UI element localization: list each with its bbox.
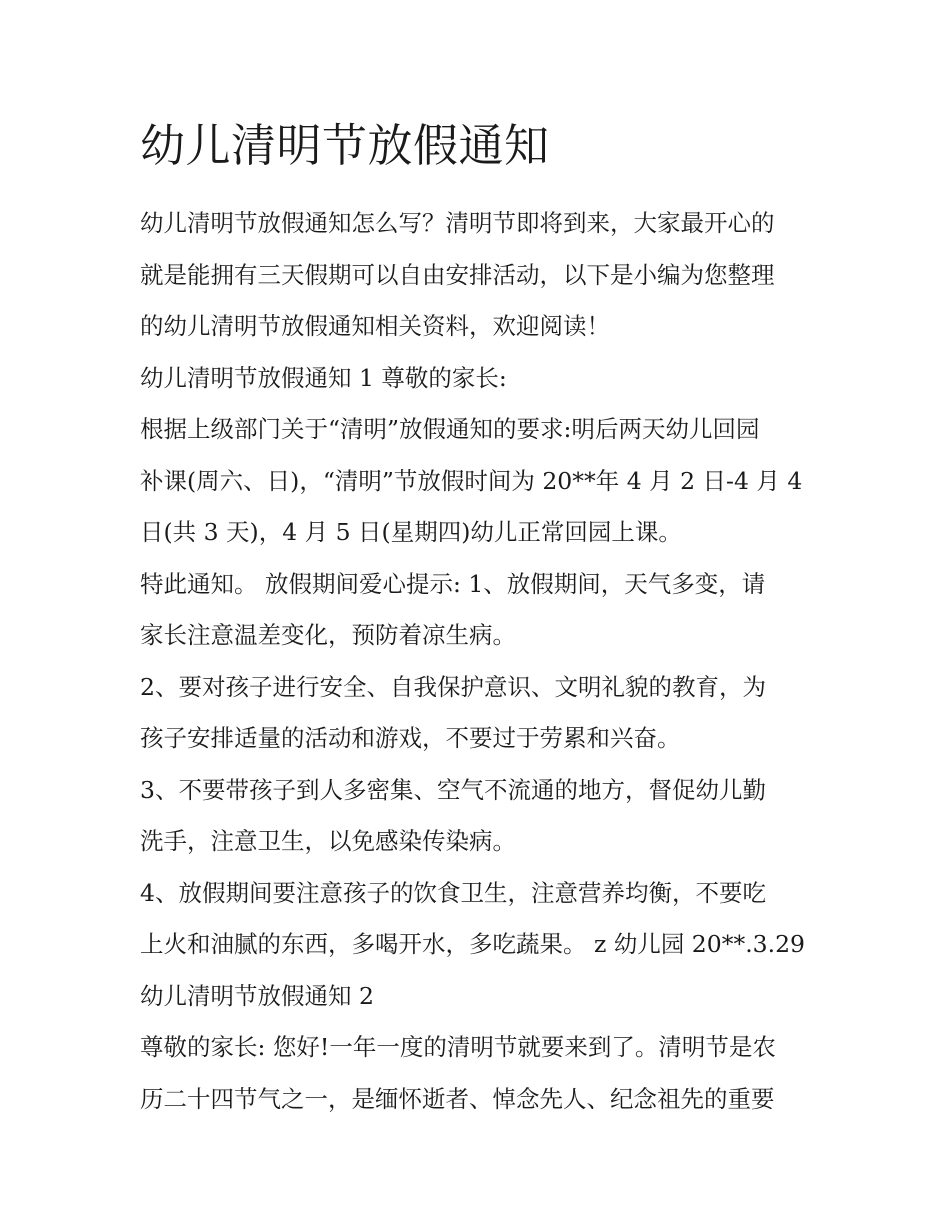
text-line: 3、不要带孩子到人多密集、空气不流通的地方，督促幼儿勤 (140, 775, 766, 804)
text-line: 2、要对孩子进行安全、自我保护意识、文明礼貌的教育，为 (140, 672, 766, 701)
text-line: 根据上级部门关于“清明”放假通知的要求:明后两天幼儿回园 (140, 415, 760, 443)
text-line: 特此通知。 放假期间爱心提示: 1、放假期间，天气多变，请 (140, 569, 766, 598)
text-line: 幼儿清明节放假通知 1 尊敬的家长: (140, 363, 507, 392)
text-line: 日(共 3 天)，4 月 5 日(星期四)幼儿正常回园上课。 (140, 518, 682, 546)
document-page (140, 112, 820, 1125)
text-line: 4、放假期间要注意孩子的饮食卫生，注意营养均衡，不要吃 (140, 878, 766, 907)
document-title: 幼儿清明节放假通知 (140, 119, 550, 172)
text-line: 补课(周六、日)，“清明”节放假时间为 20**年 4 月 2 日-4 月 4 (140, 466, 803, 495)
text-line: 洗手，注意卫生，以免感染传染病。 (140, 827, 516, 855)
text-line: 孩子安排适量的活动和游戏，不要过于劳累和兴奋。 (140, 724, 681, 752)
text-line: 幼儿清明节放假通知 2 (140, 981, 374, 1010)
text-line: 就是能拥有三天假期可以自由安排活动，以下是小编为您整理 (140, 260, 775, 289)
text-line: 幼儿清明节放假通知怎么写？清明节即将到来，大家最开心的 (140, 209, 775, 237)
document-body (140, 198, 820, 1125)
text-line: 上火和油腻的东西，多喝开水，多吃蔬果。 z 幼儿园 20**.3.29 (140, 930, 805, 958)
text-line: 尊敬的家长: 您好!一年一度的清明节就要来到了。清明节是农 (140, 1033, 776, 1061)
text-line: 家长注意温差变化，预防着凉生病。 (140, 621, 516, 649)
text-line: 历二十四节气之一，是缅怀逝者、悼念先人、纪念祖先的重要 (140, 1084, 775, 1113)
text-line: 的幼儿清明节放假通知相关资料，欢迎阅读！ (140, 312, 610, 340)
